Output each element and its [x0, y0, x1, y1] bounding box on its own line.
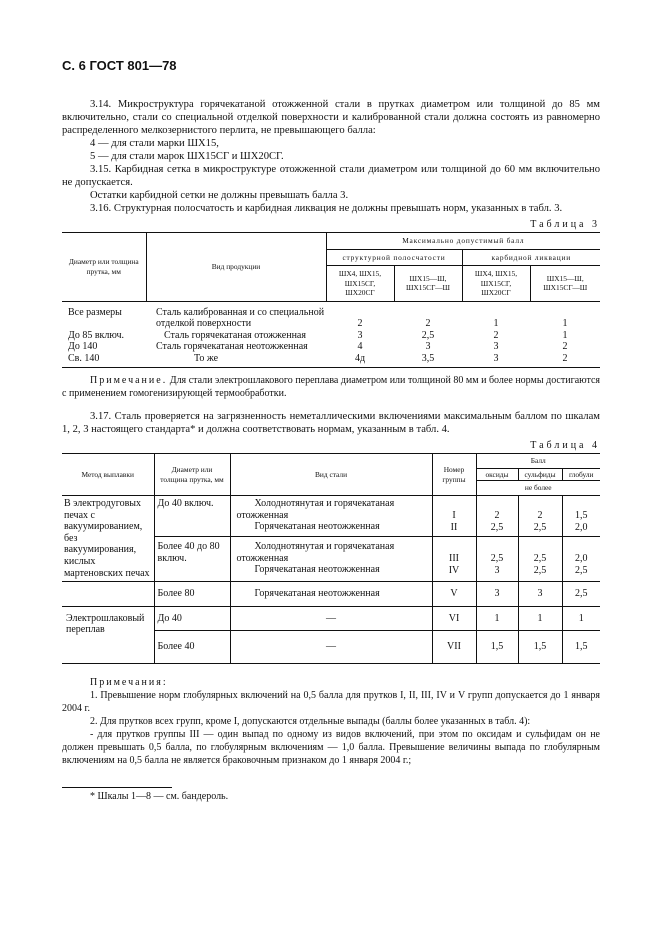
cell: Более 40: [154, 631, 230, 664]
cell: 2: [425, 318, 431, 330]
cell: [432, 495, 476, 536]
table3-note-text: Для стали электрошлакового переплава диаметром или толщиной 80 мм и более нормы достигаются с применением гомогенизирующей термообработки.: [62, 375, 601, 400]
note-1: 1. Превышение норм глобулярных включений на 0,5 балла для прутков I, II, III, IV и V групп допускается до 1 января 2004 г.: [62, 689, 600, 714]
cell: 1: [562, 318, 568, 330]
cell-line: I: [452, 509, 456, 521]
t4-header-globuli: глобули: [562, 468, 600, 481]
para-3-14-item-a: 4 — для стали марки ШХ15,: [90, 138, 219, 149]
cell-line: 2,0: [575, 521, 588, 533]
t3-header-g1: ШХ4, ШХ15, ШХ15СГ, ШХ20СГ: [326, 266, 394, 302]
cell: 1: [476, 606, 518, 631]
cell-line: 2,5: [490, 521, 504, 533]
cell: 1: [562, 606, 600, 631]
t4-method-electric: В электродуговых печах с вакуумированием, без вакуумирования, кислых мартеновских печах: [64, 497, 150, 579]
table-row: [62, 495, 600, 536]
t3-header-g4: ШХ15—Ш, ШХ15СГ—Ш: [530, 266, 600, 302]
cell-line: 2,5: [533, 521, 547, 533]
cell: До 85 включ.: [68, 329, 125, 341]
cell: 1: [493, 318, 499, 330]
cell: 4: [357, 341, 363, 353]
cell: 3: [425, 341, 431, 353]
cell: [476, 536, 518, 581]
cell: Все размеры: [68, 306, 122, 318]
cell: 3: [493, 341, 499, 353]
page-header: С. 6 ГОСТ 801—78: [62, 58, 177, 73]
cell: 1,5: [562, 631, 600, 664]
cell-line: 2,5: [533, 552, 547, 564]
table3-note-label: Примечание.: [90, 375, 168, 387]
cell: Св. 140: [68, 352, 100, 364]
cell: До 140: [68, 341, 98, 353]
table-row: [62, 341, 600, 353]
cell: Более 80: [154, 582, 230, 607]
cell-line: 2,5: [533, 564, 547, 576]
para-3-16: 3.16. Структурная полосчатость и карбидная ликвация не должны превышать норм, указанных в табл. 3.: [90, 203, 563, 214]
table3-note: [62, 374, 600, 400]
cell-line: III: [449, 552, 459, 564]
cell: 2: [357, 318, 363, 330]
cell: [562, 536, 600, 581]
cell: —: [230, 631, 432, 664]
table-4: [62, 453, 600, 663]
t4-method-esr: Электрошлаковый переплав: [66, 612, 145, 636]
note-2: 2. Для прутков всех групп, кроме I, допускаются отдельные выпады (баллы более указанных в табл. 4):: [90, 715, 531, 727]
note-3: - для прутков группы III — один выпад по одному из видов включений, при этом по оксидам и сульфидам он не должен превышать 0,5 балла, по глобулярным включениям — 1,0 балла. Превышение величины выпада по глобулярным включениям на 0,5 балла не является браковочным признаком до 1 января 2004 г.;: [62, 728, 600, 766]
t3-header-vid: Вид продукции: [146, 233, 326, 302]
cell: [562, 495, 600, 536]
cell-line: Горячекатаная неотожженная: [254, 521, 380, 533]
t3-header-max: Максимально допустимый балл: [326, 233, 600, 250]
table-row: [62, 301, 600, 330]
table-row: [62, 330, 600, 342]
cell: VII: [432, 631, 476, 664]
cell: 2,5: [421, 329, 435, 341]
cell: 3: [476, 582, 518, 607]
t3-header-g3: ШХ4, ШХ15, ШХ15СГ, ШХ20СГ: [462, 266, 530, 302]
cell-line: 2,5: [575, 564, 588, 576]
cell: 3: [518, 582, 562, 607]
footnote: * Шкалы 1—8 — см. бандероль.: [90, 790, 229, 802]
para-3-15: 3.15. Карбидная сетка в микроструктуре отожженной стали диаметром или толщиной до 60 мм включительно не допускается.: [62, 164, 600, 188]
cell: 2: [562, 341, 568, 353]
para-3-14-item-b: 5 — для стали марок ШХ15СГ и ШХ20СГ.: [90, 151, 284, 162]
t4-header-diameter: Диаметр или толщина прутка, мм: [154, 454, 230, 496]
cell: 1: [562, 329, 568, 341]
cell: —: [230, 606, 432, 631]
cell: 3: [493, 352, 499, 364]
cell: [432, 536, 476, 581]
t4-header-ne-bolee: не более: [476, 481, 600, 496]
cell: До 40: [154, 606, 230, 631]
cell: То же: [194, 352, 219, 364]
t4-header-method: Метод выплавки: [62, 454, 154, 496]
cell: [230, 536, 432, 581]
t3-header-diameter: Диаметр или толщина прутка, мм: [62, 233, 146, 302]
table-row: [62, 353, 600, 368]
cell: [230, 495, 432, 536]
cell: 2: [493, 329, 499, 341]
footnote-divider: [62, 787, 172, 788]
document-page: [62, 58, 600, 803]
cell-line: 2: [537, 509, 543, 521]
cell: VI: [432, 606, 476, 631]
cell: 1: [518, 606, 562, 631]
para-3-15-b: Остатки карбидной сетки не должны превышать балла 3.: [90, 190, 349, 201]
cell: 2: [562, 352, 568, 364]
cell: 3: [357, 329, 363, 341]
table3-caption: Таблица 3: [530, 219, 600, 230]
cell-line: Холоднотянутая и горячекатаная отожженная: [236, 497, 395, 521]
cell-line: 3: [494, 564, 500, 576]
cell: [62, 582, 154, 607]
t3-header-karb: карбидной ликвации: [462, 249, 600, 266]
para-3-17: 3.17. Сталь проверяется на загрязненность неметаллическими включениями максимальным баллом по шкалам 1, 2, 3 настоящего стандарта* и должна соответствовать нормам, указанным в табл. 4.: [62, 411, 600, 436]
cell: V: [432, 582, 476, 607]
cell: 1,5: [518, 631, 562, 664]
table-3: [62, 232, 600, 368]
cell-line: 2: [494, 509, 500, 521]
t3-header-g2: ШХ15—Ш, ШХ15СГ—Ш: [394, 266, 462, 302]
cell-line: IV: [448, 564, 460, 576]
t3-header-struct: структурной полосчатости: [326, 249, 462, 266]
cell: Сталь горячекатаная отожженная: [164, 329, 306, 341]
t4-header-group: Номер группы: [432, 454, 476, 496]
cell: Горячекатаная неотожженная: [230, 582, 432, 607]
table4-caption: Таблица 4: [530, 440, 600, 452]
para-3-14: 3.14. Микроструктура горячекатаной отожженной стали в прутках диаметром или толщиной до 85 мм включительно, стали со специальной отделкой поверхности и калиброванной стали должна состоять из равномерно распределенного мелкозернистого перлита, не превышающего балла:: [62, 99, 600, 136]
notes-label: Примечания:: [90, 676, 168, 688]
cell: До 40 включ.: [154, 495, 230, 536]
cell: Сталь калиброванная и со специальной отделкой поверхности: [156, 306, 325, 330]
cell: Сталь горячекатаная неотожженная: [156, 341, 308, 353]
cell-line: 1,5: [575, 509, 588, 521]
cell: Более 40 до 80 включ.: [154, 536, 230, 581]
cell: 2,5: [562, 582, 600, 607]
t4-header-oksidy: оксиды: [476, 468, 518, 481]
t4-header-sulfidy: сульфиды: [518, 468, 562, 481]
cell: 1,5: [476, 631, 518, 664]
cell: 4д: [354, 352, 366, 364]
cell: [518, 536, 562, 581]
cell-line: Горячекатаная неотожженная: [254, 564, 380, 576]
cell-line: 2,5: [490, 552, 504, 564]
table-row: [62, 582, 600, 607]
t4-header-ball: Балл: [476, 454, 600, 469]
cell-line: 2,0: [575, 552, 588, 564]
cell-line: Холоднотянутая и горячекатаная отожженная: [236, 540, 395, 564]
cell-line: II: [450, 521, 458, 533]
cell: [476, 495, 518, 536]
table-row: [62, 606, 600, 631]
cell: [518, 495, 562, 536]
cell: 3,5: [421, 352, 435, 364]
t4-header-vid: Вид стали: [230, 454, 432, 496]
